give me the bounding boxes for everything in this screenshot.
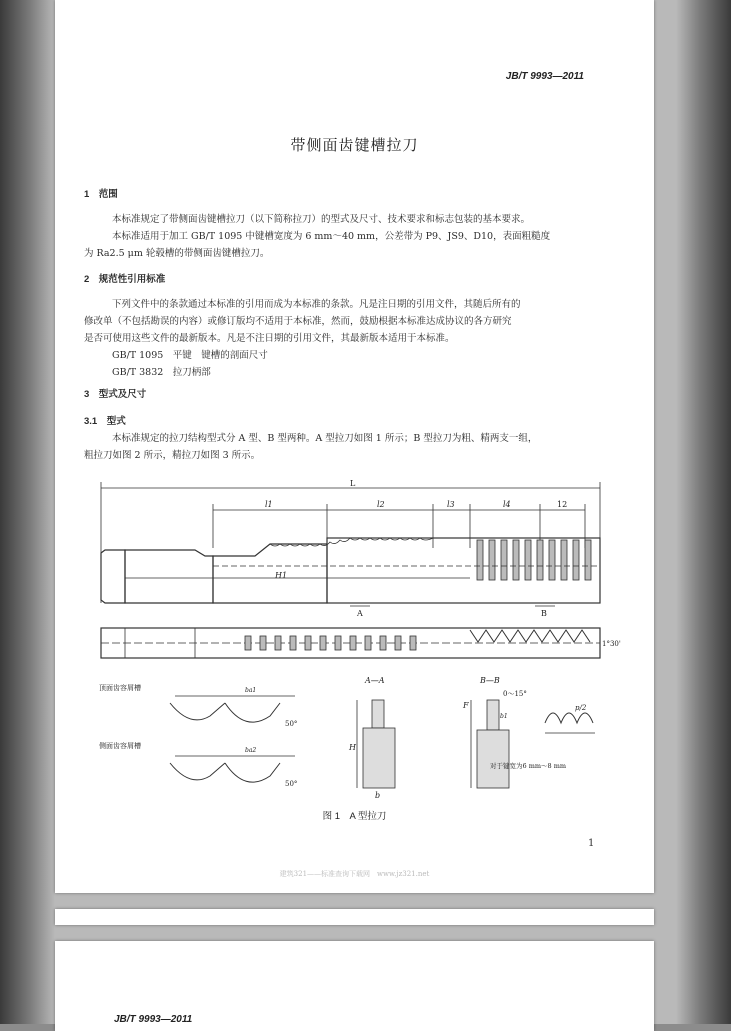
label-b: b bbox=[375, 791, 381, 798]
label-l2: l2 bbox=[377, 500, 385, 509]
page-number: 1 bbox=[588, 838, 595, 849]
document-title: 带侧面齿键槽拉刀 bbox=[290, 136, 419, 154]
label-l3: l3 bbox=[447, 500, 455, 509]
label-F: F bbox=[463, 701, 469, 710]
section-3-heading: 3 型式及尺寸 bbox=[84, 389, 147, 400]
reference-item: GB/T 1095 平键 键槽的剖面尺寸 bbox=[112, 350, 268, 361]
standard-header: JB/T 9993—2011 bbox=[114, 1014, 193, 1025]
label-pitch: p/2 bbox=[575, 704, 587, 712]
section-1-paragraph: 为 Ra2.5 μm 轮毂槽的带侧面齿键槽拉刀。 bbox=[84, 248, 270, 259]
label-H: H bbox=[349, 743, 356, 752]
label-b1: b1 bbox=[500, 713, 508, 720]
figure-caption: 图 1 A 型拉刀 bbox=[322, 811, 387, 822]
label-l4: l4 bbox=[503, 500, 511, 509]
section-1-heading: 1 范围 bbox=[84, 189, 118, 200]
label-H1: H1 bbox=[275, 571, 288, 580]
section-2-paragraph: 修改单（不包括勘误的内容）或修订版均不适用于本标准，然而，鼓励根据本标准达成协议的各方研究 bbox=[84, 316, 512, 327]
label-L: L bbox=[350, 479, 356, 488]
section-3-1-paragraph: 本标准规定的拉刀结构型式分 A 型、B 型两种。A 型拉刀如图 1 所示；B 型拉刀为粗、精两支一组， bbox=[112, 433, 538, 444]
label-section-AA: A—A bbox=[365, 676, 385, 685]
label-l1: l1 bbox=[265, 500, 273, 509]
label-angle-range: 0～15° bbox=[503, 690, 527, 698]
section-2-paragraph: 是否可使用这些文件的最新版本。凡是不注日期的引用文件，其最新版本适用于本标准。 bbox=[84, 333, 455, 344]
document-page-2 bbox=[55, 941, 654, 1031]
label-B: B bbox=[541, 609, 547, 618]
section-1-paragraph: 本标准适用于加工 GB/T 1095 中键槽宽度为 6 mm～40 mm，公差带为 P9、JS9、D10，表面粗糙度 bbox=[112, 231, 551, 242]
label-ba1: ba1 bbox=[245, 687, 257, 694]
label-taper: 1°30' bbox=[602, 640, 621, 648]
document-page-1 bbox=[55, 0, 654, 893]
broach-drawing bbox=[95, 478, 625, 798]
label-angle-50a: 50° bbox=[285, 720, 298, 728]
label-key-note: 对于键宽为6 mm～8 mm bbox=[490, 762, 567, 770]
reference-item: GB/T 3832 拉刀柄部 bbox=[112, 367, 211, 378]
standard-header: JB/T 9993—2011 bbox=[505, 71, 584, 82]
label-12: 12 bbox=[557, 500, 568, 509]
watermark: 建筑321——标准查询下载网 www.jz321.net bbox=[279, 870, 430, 878]
section-1-paragraph: 本标准规定了带侧面齿键槽拉刀（以下简称拉刀）的型式及尺寸、技术要求和标志包装的基本要求。 bbox=[112, 214, 531, 225]
label-top-groove: 顶面齿容屑槽 bbox=[99, 684, 141, 692]
section-3-1-heading: 3.1 型式 bbox=[84, 416, 126, 427]
section-3-1-paragraph: 粗拉刀如图 2 所示，精拉刀如图 3 所示。 bbox=[84, 450, 261, 461]
label-ba2: ba2 bbox=[245, 747, 257, 754]
page-separator-strip bbox=[55, 909, 654, 925]
label-angle-50b: 50° bbox=[285, 780, 298, 788]
label-A: A bbox=[357, 609, 363, 618]
section-2-heading: 2 规范性引用标准 bbox=[84, 274, 166, 285]
label-side-groove: 侧面齿容屑槽 bbox=[99, 742, 141, 750]
section-2-paragraph: 下列文件中的条款通过本标准的引用而成为本标准的条款。凡是注日期的引用文件，其随后所有的 bbox=[112, 299, 521, 310]
label-section-BB: B—B bbox=[480, 676, 500, 685]
